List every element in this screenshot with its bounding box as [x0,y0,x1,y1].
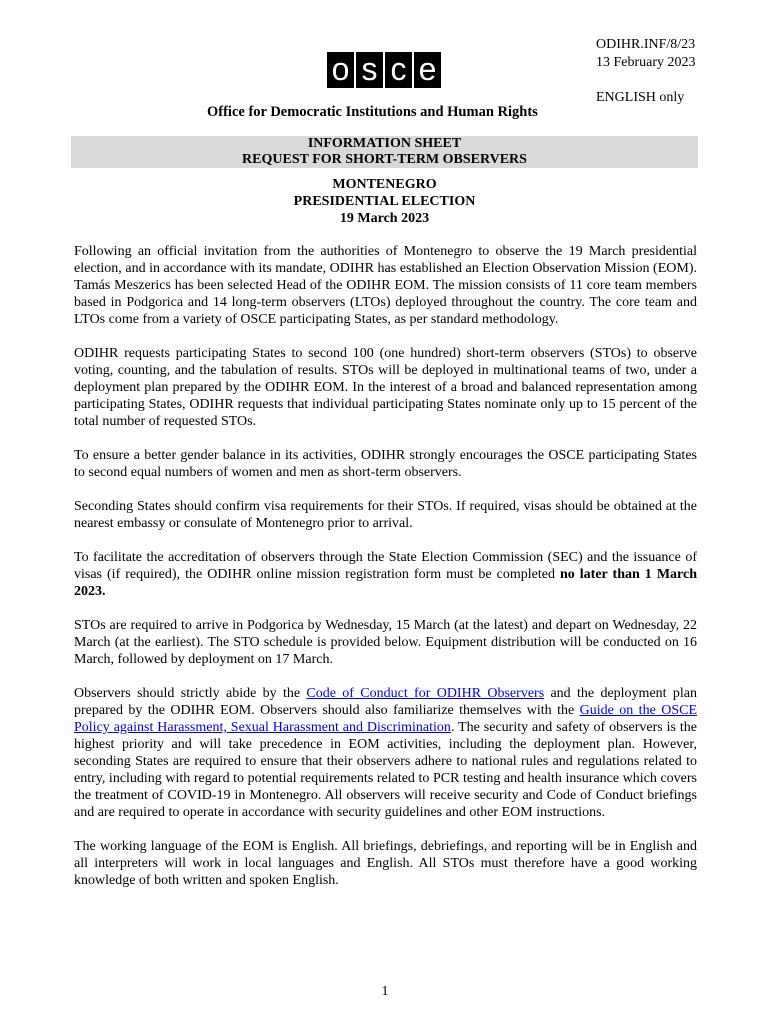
paragraph-visa: Seconding States should confirm visa requirements for their STOs. If required, visas should be obtained at the nearest embassy or consulate of Montenegro prior to arrival. [74,499,697,531]
osce-logo [327,52,441,88]
banner-line-2: REQUEST FOR SHORT-TERM OBSERVERS [242,152,527,167]
language-note: ENGLISH only [596,90,685,105]
paragraph-language: The working language of the EOM is English. All briefings, debriefings, and reporting will be in English and all interpreters will work in local languages and English. All STOs must therefore have a good working knowledge of both written and spoken English. [74,839,697,888]
registration-text: To facilitate the accreditation of observers through the State Election Commission (SEC) and the issuance of visas (if required), the ODIHR online mission registration form must be completed [74,550,697,582]
paragraph-schedule: STOs are required to arrive in Podgorica by Wednesday, 15 March (at the latest) and depart on Wednesday, 22 March (at the earliest). The STO schedule is provided below. Equipment distribution will be conducted on 16 March, followed by deployment on 17 March. [74,618,697,667]
code-of-conduct-link[interactable]: Code of Conduct for ODIHR Observers [306,686,545,701]
logo-letter-e: e [414,52,441,88]
paragraph-sto-request: ODIHR requests participating States to second 100 (one hundred) short-term observers (STOs) to observe voting, counting, and the tabulation of results. STOs will be deployed in multinational teams of two, under a deployment plan prepared by the ODIHR EOM. In the interest of a broad and balanced representation among participating States, ODIHR requests that individual participating States nominate only up to 15 percent of the total number of requested STOs. [74,346,697,429]
logo-letter-s: s [356,52,383,88]
conduct-text-b: and the deployment plan prepared by the ODIHR EOM. Observers should also familiarize themselves with the [74,686,697,718]
office-name: Office for Democratic Institutions and Human Rights [207,104,538,120]
doc-ref-number: ODIHR.INF/8/23 [596,37,696,52]
document-body [74,243,697,906]
logo-letter-o: o [327,52,354,88]
election-heading [71,176,698,227]
paragraph-conduct [74,685,697,821]
logo-letter-c: c [385,52,412,88]
document-reference [596,36,696,72]
info-sheet-banner [71,136,698,168]
harassment-policy-link[interactable]: Guide on the OSCE Policy against Harassment, Sexual Harassment and Discrimination [74,703,697,735]
registration-deadline: no later than 1 March 2023. [74,567,697,599]
paragraph-gender-balance: To ensure a better gender balance in its activities, ODIHR strongly encourages the OSCE participating States to second equal numbers of women and men as short-term observers. [74,448,697,480]
conduct-text-c: . The security and safety of observers is the highest priority and will take precedence in EOM activities, including the deployment plan. However, seconding States are required to ensure that their observers adhere to national rules and regulations related to entry, including with regard to potential requirements related to PCR testing and health insurance which covers the treatment of COVID-19 in Montenegro. All observers will receive security and Code of Conduct briefings and are required to operate in accordance with security guidelines and other EOM instructions. [74,720,698,820]
election-type: PRESIDENTIAL ELECTION [293,194,476,209]
election-date: 19 March 2023 [339,211,430,226]
banner-line-1: INFORMATION SHEET [307,136,462,151]
doc-date: 13 February 2023 [596,55,696,70]
paragraph-registration [74,549,697,600]
conduct-text-a: Observers should strictly abide by the [74,686,307,701]
page-number: 1 [381,984,389,999]
country-name: MONTENEGRO [332,177,437,192]
paragraph-mission: Following an official invitation from the authorities of Montenegro to observe the 19 March presidential election, and in accordance with its mandate, ODIHR has established an Election Observation Mission (EOM). Tamás Meszerics has been selected Head of the ODIHR EOM. The mission consists of 11 core team members based in Podgorica and 14 long-term observers (LTOs) deployed throughout the country. The core team and LTOs come from a variety of OSCE participating States, as per standard methodology. [74,244,697,327]
